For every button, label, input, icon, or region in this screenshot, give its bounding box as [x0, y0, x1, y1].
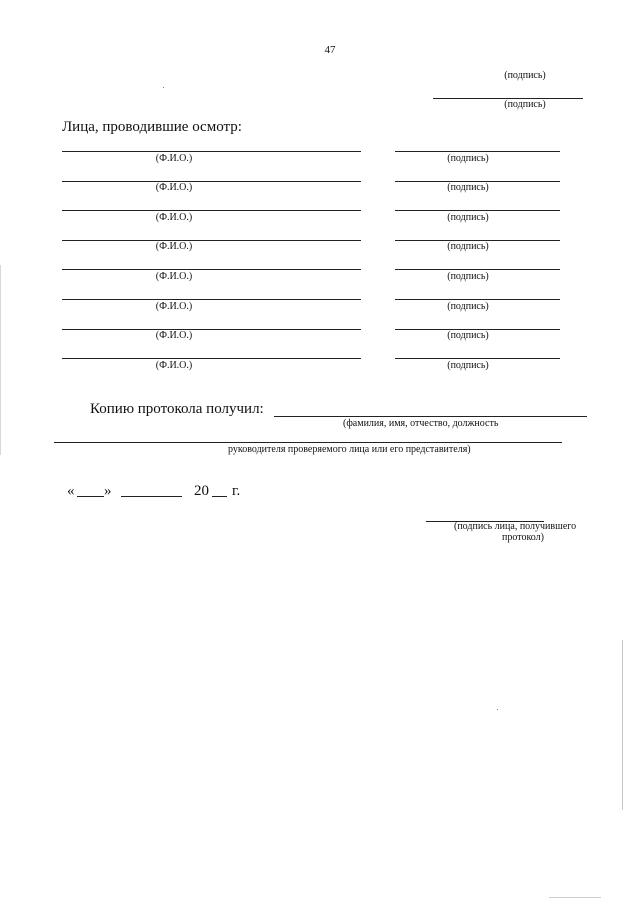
- name-line: [62, 210, 361, 211]
- signature-label: (подпись): [447, 182, 489, 193]
- name-line: [62, 181, 361, 182]
- scan-edge-mark: [0, 265, 1, 455]
- scan-edge-mark: [622, 640, 623, 810]
- scan-speck: [163, 87, 164, 88]
- copy-received-line[interactable]: [274, 416, 587, 417]
- top-signature-label-1: (подпись): [504, 70, 546, 81]
- copy-received-hint-1: (фамилия, имя, отчество, должность: [343, 418, 499, 429]
- inspectors-heading: Лица, проводившие осмотр:: [62, 119, 242, 135]
- name-label: (Ф.И.О.): [155, 271, 193, 282]
- signature-line[interactable]: [395, 299, 560, 300]
- name-label: (Ф.И.О.): [155, 360, 193, 371]
- date-open-quote: «: [67, 483, 75, 499]
- date-year-suffix: г.: [232, 483, 241, 499]
- name-label: (Ф.И.О.): [155, 330, 193, 341]
- name-line: [62, 151, 361, 152]
- scan-speck: [497, 709, 498, 710]
- name-label: (Ф.И.О.): [155, 241, 193, 252]
- date-year-prefix: 20: [194, 483, 209, 499]
- signature-label: (подпись): [447, 271, 489, 282]
- date-month-blank[interactable]: [121, 496, 182, 497]
- name-line: [62, 358, 361, 359]
- signature-line[interactable]: [395, 151, 560, 152]
- signature-label: (подпись): [447, 153, 489, 164]
- signature-label: (подпись): [447, 330, 489, 341]
- signature-line[interactable]: [395, 210, 560, 211]
- date-day-blank[interactable]: [77, 496, 104, 497]
- signature-label: (подпись): [447, 241, 489, 252]
- signature-label: (подпись): [447, 301, 489, 312]
- copy-received-label: Копию протокола получил:: [90, 401, 264, 417]
- date-close-quote: »: [104, 483, 112, 499]
- name-label: (Ф.И.О.): [155, 182, 193, 193]
- page-number: 47: [324, 44, 336, 56]
- signature-label: (подпись): [447, 360, 489, 371]
- name-line: [62, 329, 361, 330]
- name-line: [62, 299, 361, 300]
- name-label: (Ф.И.О.): [155, 301, 193, 312]
- signature-label: (подпись): [447, 212, 489, 223]
- name-label: (Ф.И.О.): [155, 212, 193, 223]
- receiver-signature-hint-1: (подпись лица, получившего: [454, 521, 577, 532]
- copy-received-line-2[interactable]: [54, 442, 562, 443]
- top-signature-label-2: (подпись): [504, 99, 546, 110]
- scan-bottom-mark: [549, 897, 601, 898]
- copy-received-hint-2: руководителя проверяемого лица или его представителя): [228, 444, 471, 455]
- name-line: [62, 240, 361, 241]
- date-year-blank[interactable]: [212, 496, 227, 497]
- signature-line[interactable]: [395, 269, 560, 270]
- signature-line[interactable]: [395, 358, 560, 359]
- receiver-signature-hint-2: протокол): [502, 532, 544, 543]
- name-line: [62, 269, 361, 270]
- name-label: (Ф.И.О.): [155, 153, 193, 164]
- receiver-signature-hint: [454, 521, 594, 543]
